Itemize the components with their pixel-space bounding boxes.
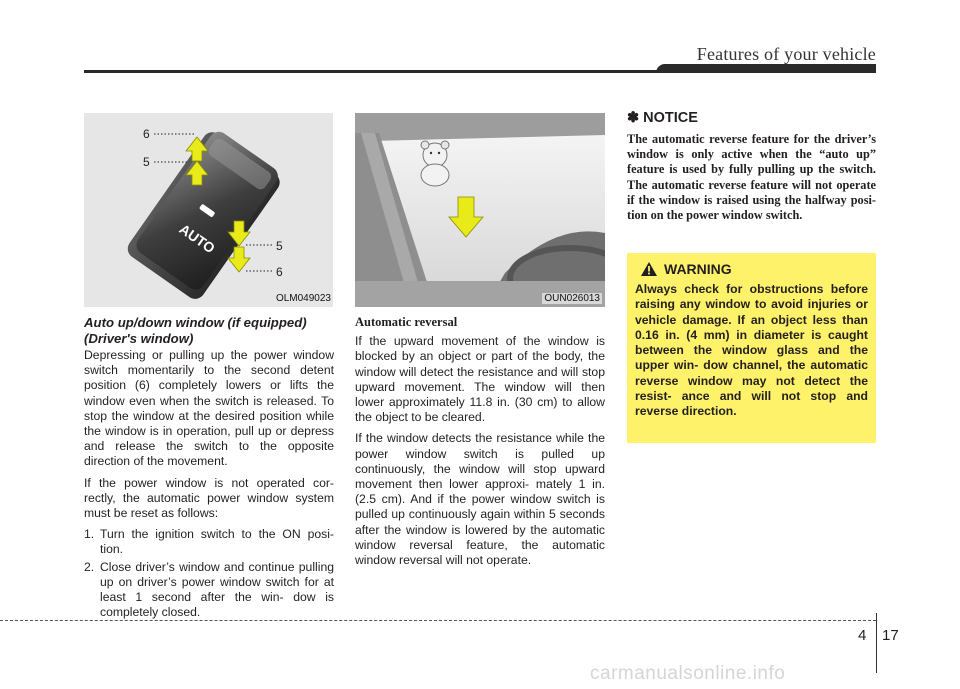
window-switch-figure xyxy=(84,113,333,307)
callout-5-down: 5 xyxy=(276,239,283,253)
warning-title-text: WARNING xyxy=(664,261,732,277)
page-number: 17 xyxy=(882,627,899,644)
reset-steps-list xyxy=(84,527,334,620)
step-number: 2. xyxy=(84,559,95,574)
notice-star-icon: ✽ xyxy=(627,110,640,126)
watermark: carmanualsonline.info xyxy=(590,663,786,684)
figure-code: OUN026013 xyxy=(544,293,600,304)
paragraph: If the window detects the resistance while the power window switch is pulled up continuously, the window will stop upward movement then lower approxi- mately 1 in. (2.5 cm). And if the power window switch is pulled up continuously again within 5 seconds after the window is lowered by the automatic window reversal feature, the automatic window reversal will not operate. xyxy=(355,431,605,568)
figure-code: OLM049023 xyxy=(275,293,331,304)
car-window-figure xyxy=(355,113,605,307)
middle-column xyxy=(355,315,605,574)
section-heading: Automatic reversal xyxy=(355,315,458,329)
notice-title xyxy=(627,110,876,126)
page-header-title: Features of your vehicle xyxy=(696,44,876,64)
step-number: 1. xyxy=(84,527,95,542)
footer-rule xyxy=(0,620,876,621)
header-tab xyxy=(656,64,876,73)
notice-box xyxy=(627,110,876,223)
warning-triangle-icon xyxy=(640,261,658,277)
auto-switch-label: AUTO xyxy=(176,220,219,257)
warning-body: Always check for obstructions before raising any window to avoid injuries or vehicle damage. If an object less than 0.16 in. (4 mm) in diameter is caught between the window glass and the upper win- dow channel, the automatic reverse window may not detect the resist- ance and will not stop and reverse direction. xyxy=(635,282,868,419)
step-text: Close driver’s window and continue pulling up on driver’s power window switch for at least 1 second after the win- dow is completely closed. xyxy=(100,559,334,620)
warning-box xyxy=(627,253,876,443)
notice-title-text: NOTICE xyxy=(643,110,698,126)
left-column xyxy=(84,348,334,622)
list-item xyxy=(84,560,334,621)
footer-separator xyxy=(876,613,877,673)
list-item xyxy=(84,527,334,557)
callout-6-down: 6 xyxy=(276,265,283,279)
section-heading xyxy=(84,315,334,347)
callout-5-up: 5 xyxy=(143,155,150,169)
paragraph: If the power window is not operated cor- rectly, the automatic power window system must be reset as follows: xyxy=(84,475,334,521)
car-window-illustration xyxy=(355,113,605,307)
callout-6-up: 6 xyxy=(143,127,150,141)
heading-line: (Driver's window) xyxy=(84,331,194,346)
heading-line: Auto up/down window (if equipped) xyxy=(84,315,307,330)
notice-body: The automatic reverse feature for the driver’s window is only active when the “auto up” feature is used by fully pulling up the switch. The automatic reverse feature will not operate if the window is raised using the halfway posi- tion on the power window switch. xyxy=(627,132,876,223)
chapter-number: 4 xyxy=(858,627,867,644)
paragraph: Depressing or pulling up the power window switch momentarily to the second detent position (6) completely lowers or lifts the window even when the switch is released. To stop the window at the desired position while the window is in operation, pull up or depress and release the switch to the opposite direction of the movement. xyxy=(84,348,334,469)
window-switch-illustration xyxy=(84,113,333,307)
paragraph: If the upward movement of the window is blocked by an object or part of the body, the window will detect the resistance and will stop upward movement. The window will then lower approximately 11.8 in. (30 cm) to allow the object to be cleared. xyxy=(355,334,605,425)
warning-title xyxy=(640,261,868,277)
step-text: Turn the ignition switch to the ON posi- tion. xyxy=(100,527,334,557)
